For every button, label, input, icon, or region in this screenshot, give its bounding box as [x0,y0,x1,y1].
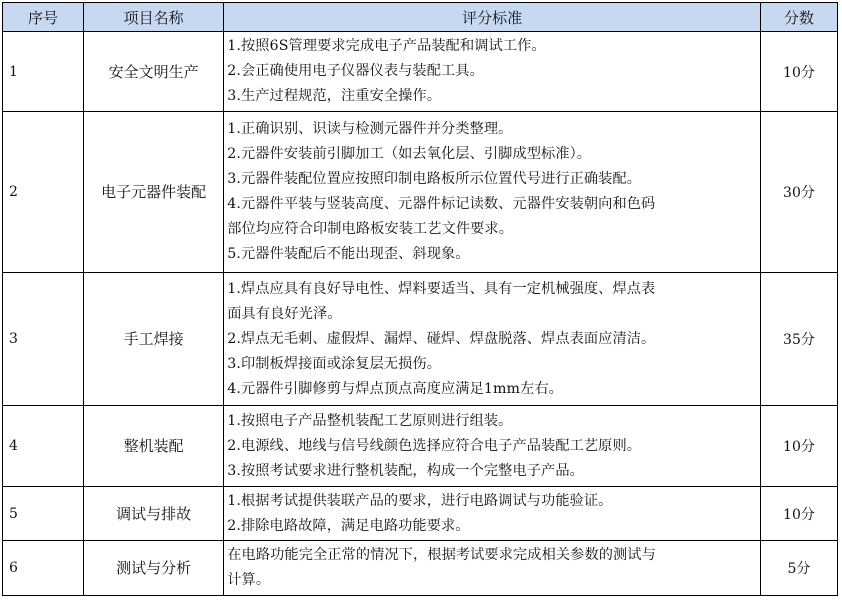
project-name: 手工焊接 [84,273,224,406]
criteria-line: 5.元器件装配后不能出现歪、斜现象。 [227,246,470,262]
criteria-line: 3.印制板焊接面或涂复层无损伤。 [227,355,442,372]
header-score: 分数 [760,3,837,32]
criteria-line: 2.会正确使用电子仪器仪表与装配工具。 [227,63,484,79]
table-row [3,487,838,541]
score-value: 35分 [760,273,837,406]
criteria-line: 1.按照6S管理要求完成电子产品装配和调试工作。 [227,38,546,54]
criteria-line: 计算。 [227,572,271,588]
row-number: 1 [3,32,84,112]
header-criteria: 评分标准 [224,3,761,32]
header-name: 项目名称 [84,3,224,32]
criteria-line: 2.焊点无毛刺、虚假焊、漏焊、碰焊、焊盘脱落、焊点表面应清洁。 [227,330,656,347]
score-value: 10分 [760,487,837,541]
criteria-cell [224,273,761,406]
criteria-line: 1.根据考试提供装联产品的要求，进行电路调试与功能验证。 [227,492,613,509]
criteria-line: 部位均应符合印制电路板安装工艺文件要求。 [227,221,514,237]
criteria-line: 2.元器件安装前引脚加工（如去氧化层、引脚成型标准）。 [227,146,592,162]
criteria-line: 在电路功能完全正常的情况下，根据考试要求完成相关参数的测试与 [227,547,656,563]
header-no: 序号 [3,3,84,32]
criteria-cell [224,487,761,541]
project-name: 调试与排故 [84,487,224,541]
row-number: 6 [3,541,84,596]
criteria-cell [224,112,761,273]
scoring-table [2,2,838,596]
project-name: 测试与分析 [84,541,224,596]
criteria-line: 3.按照考试要求进行整机装配，构成一个完整电子产品。 [227,462,584,479]
score-value: 10分 [760,32,837,112]
criteria-line: 2.排除电路故障，满足电路功能要求。 [227,517,470,534]
criteria-line: 3.元器件装配位置应按照印制电路板所示位置代号进行正确装配。 [227,171,642,187]
project-name: 电子元器件装配 [84,112,224,273]
project-name: 安全文明生产 [84,32,224,112]
row-number: 5 [3,487,84,541]
table-header-row [3,3,838,32]
table-row [3,406,838,487]
table-row [3,273,838,406]
criteria-line: 1.焊点应具有良好导电性、焊料要适当、具有一定机械强度、焊点表 [227,280,656,297]
criteria-line: 1.正确识别、识读与检测元器件并分类整理。 [227,121,513,137]
table-row [3,541,838,596]
criteria-cell [224,541,761,596]
table-row [3,112,838,273]
criteria-line: 4.元器件引脚修剪与焊点顶点高度应满足1mm左右。 [227,380,563,397]
score-value: 10分 [760,406,837,487]
row-number: 3 [3,273,84,406]
score-value: 30分 [760,112,837,273]
row-number: 2 [3,112,84,273]
project-name: 整机装配 [84,406,224,487]
row-number: 4 [3,406,84,487]
criteria-line: 3.生产过程规范，注重安全操作。 [227,88,442,104]
criteria-line: 1.按照电子产品整机装配工艺原则进行组装。 [227,412,513,429]
criteria-cell [224,32,761,112]
criteria-cell [224,406,761,487]
criteria-line: 面具有良好光泽。 [227,305,342,322]
score-value: 5分 [760,541,837,596]
criteria-line: 4.元器件平装与竖装高度、元器件标记读数、元器件安装朝向和色码 [227,196,656,212]
criteria-line: 2.电源线、地线与信号线颜色选择应符合电子产品装配工艺原则。 [227,437,642,454]
table-row [3,32,838,112]
